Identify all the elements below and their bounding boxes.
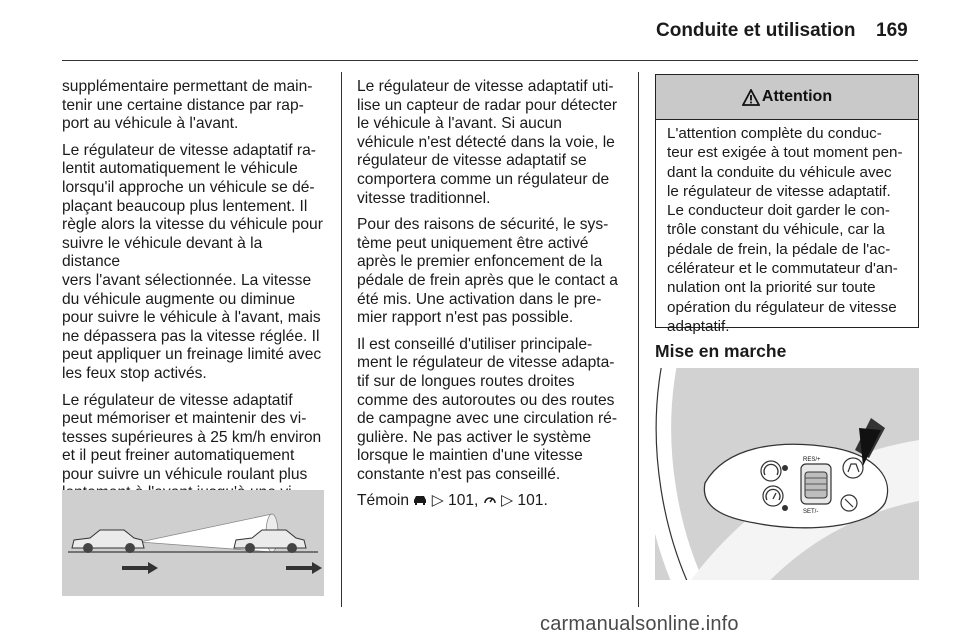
- section-heading: Mise en marche: [655, 341, 787, 361]
- warning-icon: [742, 89, 760, 106]
- car-indicator-icon: [413, 494, 427, 506]
- paragraph: supplémentaire permettant de main- tenir une certaine distance par rap- port au véhicule à l'avant.: [62, 78, 313, 133]
- res-label: RES/+: [803, 457, 821, 463]
- column-divider: [341, 72, 342, 607]
- rear-car-icon: [72, 530, 144, 553]
- column-2: [357, 78, 625, 519]
- paragraph: Il est conseillé d'utiliser principale- ment le régulateur de vitesse adapta- tif sur de longues routes droites comme des autoroutes ou des routes de campagne avec une circulation ré- gulière. Ne pas activer le système lorsque le maintien d'une vitesse constante n'est pas conseillé.: [357, 335, 618, 483]
- paragraph: Pour des raisons de sécurité, le sys- tème peut uniquement être activé après le premier enfoncement de la pédale de frein après que le contact a été mis. Une activation dans le pre- mier rapport n'est pas possible.: [357, 216, 618, 327]
- cruise-control-indicator-icon: [483, 494, 497, 506]
- cars-radar-diagram: [62, 490, 324, 596]
- page-ref-arrow-icon: ▷: [431, 492, 444, 510]
- cancel-button-icon: [841, 495, 857, 511]
- header-rule: [62, 60, 918, 61]
- page-number: 169: [876, 20, 908, 41]
- paragraph: Le régulateur de vitesse adaptatif peut mémoriser et maintenir des vi- tesses supérieures à 25 km/h environ et il peut freiner automatiquement pour suivre un véhicule roulant plus: [62, 391, 322, 483]
- page-ref-arrow-icon: ▷: [501, 492, 514, 510]
- attention-text: L'attention complète du conduc- teur est exigée à tout moment pen- dant la conduite du véhicule avec le régulateur de vitesse adaptatif. Le conducteur doit garder le con- trôle constant du véhicule, car la pédale de frein, la pédale de l'ac- célérateur et le commutateur d'an- nulation ont la priorité sur toute opération du régulateur de vitesse adaptatif.: [667, 125, 903, 335]
- attention-title: Attention: [761, 88, 833, 105]
- set-label: SET/-: [803, 509, 819, 515]
- speed-limiter-button-icon: [761, 461, 781, 481]
- steering-wheel-controls-diagram: [655, 368, 919, 580]
- column-1: [62, 78, 324, 530]
- indicator-reference: [357, 492, 625, 511]
- adaptive-cruise-gap-button-icon: [843, 458, 863, 478]
- paragraph: Le régulateur de vitesse adaptatif ra- lentit automatiquement le véhicule lorsqu'il approche un véhicule se dé- plaçant beaucoup plus lentement. Il règle alors la vitesse du véhicule pour suivre le véhicule devant à la distance vers l'avant sélectionnée. La vitesse du véhicule augmente ou diminue pour suivre le véhicule à l'avant, mais ne dépassera pas la vitesse réglée. Il peut appliquer un freinage limité avec les feux stop activés.: [62, 141, 323, 382]
- header-title: Conduite et utilisation: [656, 20, 856, 41]
- adaptive-cruise-illustration: [62, 490, 324, 596]
- steering-wheel-illustration: [655, 368, 919, 580]
- paragraph: Le régulateur de vitesse adaptatif uti- lise un capteur de radar pour détecter le véhicule à l'avant. Si aucun véhicule n'est détecté dans la voie, le régulateur de vitesse adaptatif se comportera comme un régulateur de vitesse traditionnel.: [357, 78, 618, 207]
- attention-box: [655, 74, 919, 335]
- column-divider: [638, 72, 639, 607]
- direction-arrow-icon: [286, 562, 322, 574]
- page-ref: 101,: [448, 492, 479, 510]
- cruise-control-button-icon: [763, 486, 783, 506]
- watermark: carmanualsonline.info: [540, 613, 739, 635]
- attention-header: [656, 75, 918, 120]
- direction-arrow-icon: [122, 562, 158, 574]
- page-ref: 101.: [517, 492, 548, 510]
- indicator-prefix: Témoin: [357, 492, 409, 510]
